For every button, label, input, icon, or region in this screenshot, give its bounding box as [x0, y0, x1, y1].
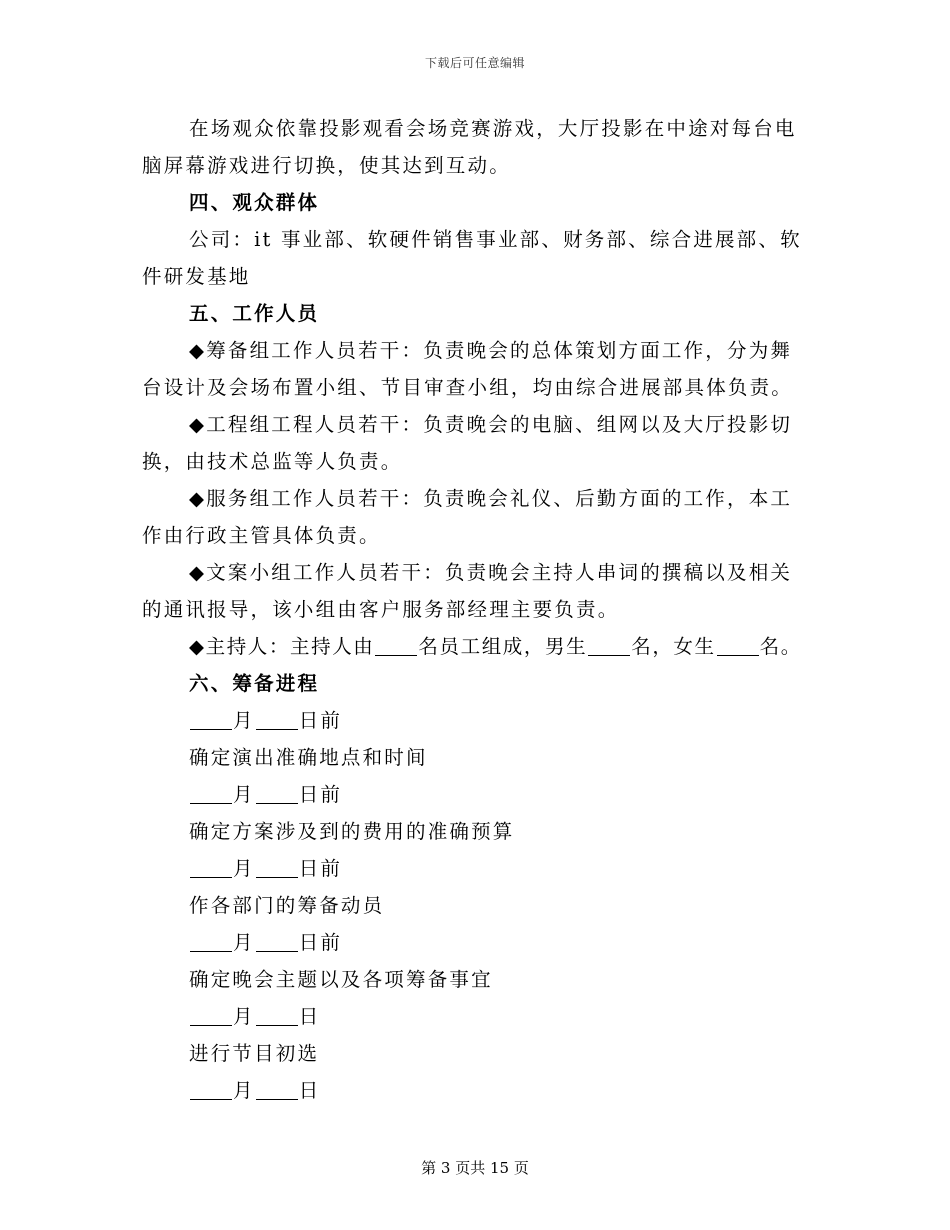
section-heading-schedule: 六、筹备进程: [189, 672, 320, 695]
paragraph-audience-interaction: 在场观众依靠投影观看会场竞赛游戏，大厅投影在中途对每台电 脑屏幕游戏进行切换，使其达到互动。: [142, 117, 797, 177]
page-header: 下载后可任意编辑: [424, 56, 525, 70]
schedule-date: 月 日前: [142, 702, 814, 739]
schedule-date: 月 日: [142, 998, 814, 1035]
document-body: [142, 110, 814, 1109]
fill-blank: [717, 635, 759, 656]
schedule-task: 作各部门的筹备动员: [189, 894, 385, 917]
paragraph-engineering-group: ◆工程组工程人员若干：负责晚会的电脑、组网以及大厅投影切 换，由技术总监等人负责。: [142, 413, 793, 473]
paragraph-hosts: ◆主持人：主持人由 名员工组成，男生 名，女生 名。: [189, 635, 802, 658]
schedule-date: 月 日前: [142, 850, 814, 887]
paragraph-company-departments: 公司：it 事业部、软硬件销售事业部、财务部、综合进展部、软 件研发基地: [142, 228, 802, 288]
schedule-task: 确定晚会主题以及各项筹备事宜: [189, 968, 493, 991]
page-footer: 第 3 页共 15 页: [421, 1159, 529, 1177]
paragraph-copywriting-group: ◆文案小组工作人员若干：负责晚会主持人串词的撰稿以及相关 的通讯报导，该小组由客户服务部经理主要负责。: [142, 561, 793, 621]
schedule-date: 月 日前: [142, 924, 814, 961]
schedule-task: 确定演出准确地点和时间: [189, 746, 428, 769]
section-heading-audience: 四、观众群体: [189, 191, 320, 214]
paragraph-planning-group: ◆筹备组工作人员若干：负责晚会的总体策划方面工作，分为舞 台设计及会场布置小组、节目审查小组，均由综合进展部具体负责。: [142, 339, 794, 399]
fill-blank: [375, 635, 417, 656]
section-heading-staff: 五、工作人员: [189, 302, 320, 325]
schedule-date: 月 日: [142, 1072, 814, 1109]
fill-blank: [588, 635, 630, 656]
schedule-date: 月 日前: [142, 776, 814, 813]
schedule-task: 确定方案涉及到的费用的准确预算: [189, 820, 515, 843]
paragraph-service-group: ◆服务组工作人员若干：负责晚会礼仪、后勤方面的工作，本工 作由行政主管具体负责。: [142, 487, 793, 547]
schedule-task: 进行节目初选: [189, 1042, 320, 1065]
